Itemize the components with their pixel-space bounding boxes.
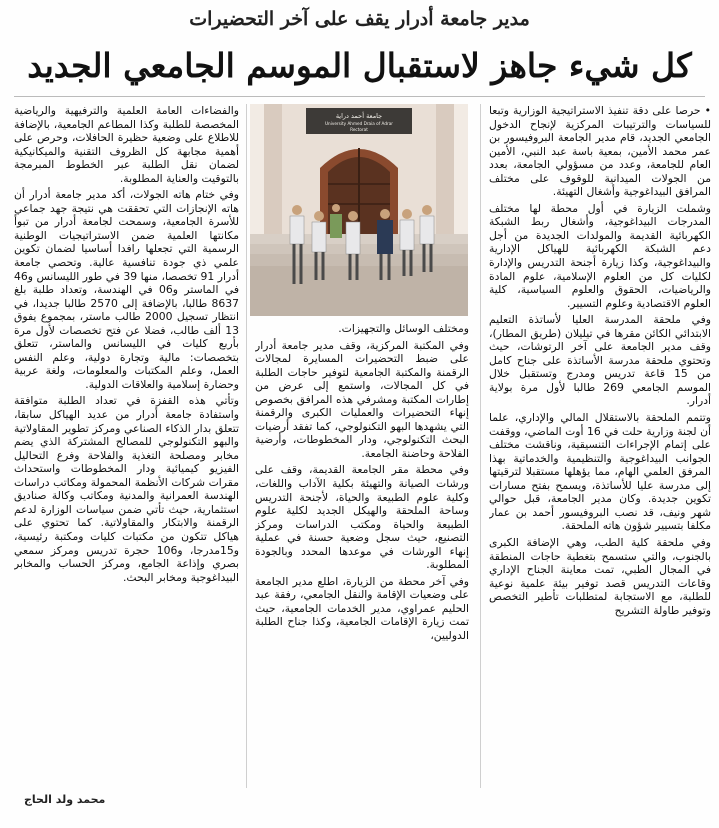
paragraph: وفي آخر محطة من الزيارة، اطلع مدير الجامعة على وضعيات الإقامة والنقل الجامعي، رفقة عبد الحليم عمراوي، مدير الخدمات الجامعية، حيث تمت زيارة الإقامات الجامعية، وكذا جناح الطلبة الدوليين، [255,574,469,643]
paragraph: وتأتي هذه القفزة في تعداد الطلبة متوافقة واستفادة جامعة أدرار من عديد الهياكل سابقا، تتعلق بدار الذكاء الصناعي ومركز تطوير المقاولاتية والبهو التكنولوجي للمصالح المشتركة الذي يضم مخابر ومصلحة التغذية والفلاحة وفرع التحاليل الفيزيو كيميائية ودار المخطوطات واستحداث مقرات شركات الأنظمة المحمولة ومكاتب دراسات الهندسة العمرانية والمدنية ومكاتب وكالة صناديق استثمارية، حيث تأتي ضمن سياسات الوزارة لدعم الرقمنة والابتكار والمقاولاتية. كما تحتوي على هياكل تتكون من مكتبات كليات ومكتبة رئيسية، و15مدرجا، و106 حجرة تدريس ومركز سمعي بصري وإذاعة الجامع، ومركز الحساب والمخابر البيداغوجية ومخابر البحث. [14,394,239,584]
article-column-middle [255,322,469,792]
paragraph: وفي محطة مقر الجامعة القديمة، وقف على ورشات الصيانة والتهيئة بكلية الآداب واللغات، وكلية علوم الطبيعة والحياة، لأجنحة التدريس وساحة الملحقة والهيكل الجديد لكلية علوم الطبيعة والحياة ومكتب الدراسات ومركز التصنيع، حيث سجل وضعية حسنة في عملية إنهاء الورشات في موعدها المحدد وبالجودة المطلوبة. [255,463,469,572]
paragraph: وفي ملحقة المدرسة العليا لأساتذة التعليم الابتدائي الكائن مقرها في تيليلان (طريق المطار)، وقف مدير الجامعة على آخر الرتوشات، حيث وتحتوي ملحقة مدرسة الأساتذة على جناح كامل من 15 قاعة تدريس ومدرج وتستقبل خلال الموسم الجامعي 269 طالبا لأول مرة بولاية أدرار. [489,313,711,408]
paragraph: والفضاءات العامة العلمية والترفيهية والرياضية المخصصة للطلبة وكذا المطاعم الجامعية، بالإضافة للاطلاع على وضعية حظيرة الحافلات، وحرص على أهمية مجابهة كل الظروف التقنية والميكانيكية لضمان نقل الطلبة عبر الخطوط المبرمجة بالتوقيت والعناية المطلوبة. [14,104,239,185]
column-divider [480,104,481,788]
article-column-left [14,104,239,780]
news-photo [250,104,468,316]
sign-text-arabic: جامعة أحمد دراية [335,112,383,120]
author-byline: محمد ولد الحاج [24,793,106,806]
article-column-right [489,104,711,792]
sign-text-rectorat: Rectorat [350,127,368,132]
headline: كل شيء جاهز لاستقبال الموسم الجامعي الجديد [27,46,692,85]
paragraph: ومختلف الوسائل والتجهيزات. [338,322,469,335]
university-entrance-photo [250,104,468,316]
paragraph: وفي ملحقة كلية الطب، وهي الإضافة الكبرى بالجنوب، والتي ستسمح بتغطية حاجات المنطقة في المجال الطبي، تمت معاينة الجناح الإداري وقاعات التدريس قصد توفير بيئة علمية نوعية للطلبة، مع الاستجابة لمتطلبات تأطير التخصص وتوفير طاولة التشريح [489,535,711,617]
paragraph: وفي ختام هاته الجولات، أكد مدير جامعة أدرار أن هاته الإنجازات التي تحققت هي نتيجة جهد جماعي للأسرة الجامعية، وسمحت لجامعة أدرار من تبوأ مكانتها العلمية ضمن الاستراتيجيات الوطنية الرسمية التي تجعلها رافدا أساسيا لضمان تكوين علمي ذي جودة تنافسية عالية. وتحصي جامعة أدرار 91 تخصصا، منها 39 في طور الليسانس و46 في الماستر و06 في الهندسة، وتعداد طلبة بلغ 8637 طالبا، بالإضافة إلى 2570 طالبا جديدا، في انتظار تسجيل 2000 طالب ماستر، بمجموع يفوق 13 ألف طالب، فضلا عن فتح تخصصات لأول مرة بأربع كليات في الليسانس والماستر، تتعلق بتخصصات: مالية وتجارة دولية، وعلم النفس العمل، وعلم المكتبات والمعلومات، ولغة عربية وحضارة إسلامية والعلاقات الدولية. [14,188,239,391]
paragraph: • حرصا على دقة تنفيذ الاستراتيجية الوزارية وتبعا للسياسات والترتيبات المركزية لإنجاح الدخول الجامعي الجديد، قام مدير الجامعة البروفيسور بن عمر محمد الأمين، بمعية باسة عبد النبي، الأمين العام للجامعة، وعدد من مسؤولي الجامعة، بعدد من الجولات الميدانية للوقوف على مختلف المرافق البيداغوجية وأشغال التهيئة. [489,104,711,199]
subheadline: مدير جامعة أدرار يقف على آخر التحضيرات [189,8,530,30]
sign-text-english: University Ahmed Draia of Adrar [324,121,394,126]
header-rule [14,96,705,97]
paragraph: وتتمم الملحقة بالاستقلال المالي والإداري، علما أن لجنة وزارية حلت في 16 أوت الماضي، ووقفت على إتمام الإجراءات التنسيقية، وناقشت مختلف الجوانب البيداغوجية والتنظيمية والخدماتية بهذا المرفق العلمي الهام، مما يؤهلها مستقبلا لترقيتها إلى مدرسة عليا للأساتذة، ويسمح بفتح مسارات تكوين جديدة. وكان مدير الجامعة، قبل حوالي شهر ونيف، قد نصب البروفيسور أحمد بن عمار مكلفا بتسيير شؤون هاته الملحقة. [489,411,711,533]
paragraph: وفي المكتبة المركزية، وقف مدير جامعة أدرار على ضبط التحضيرات المسايرة لمجالات الرقمنة والمكتبة الجامعية لتوفير حاجات الطلبة في كل المجالات، واستمع إلى عرض من إطارات المكتبة ومشرفي هذه المرافق بخصوص إنهاء التحضيرات والعمليات الكبرى والرقمنة التي يشهدها البهو التكنولوجي، كما تفقد أرضيات البحث التكنولوجي، ودار المخطوطات، وأرضية الفلاحة وحاضنة الجامعة. [255,338,469,460]
paragraph: وشملت الزيارة في أول محطة لها مختلف المدرجات البيداغوجية، وأشغال ربط الشبكة الكهربائية القديمة والمولدات الجديدة من أجل دعم الشبكة الكهربائية للهياكل الإدارية والبيداغوجية، وكذا زيارة أجنحة التدريس والإدارة لكليات كل من العلوم الإسلامية، علوم المادة والرياضيات، الحقوق والعلوم السياسية، كلية العلوم الاقتصادية وعلوم التسيير. [489,201,711,310]
column-divider [246,104,247,788]
